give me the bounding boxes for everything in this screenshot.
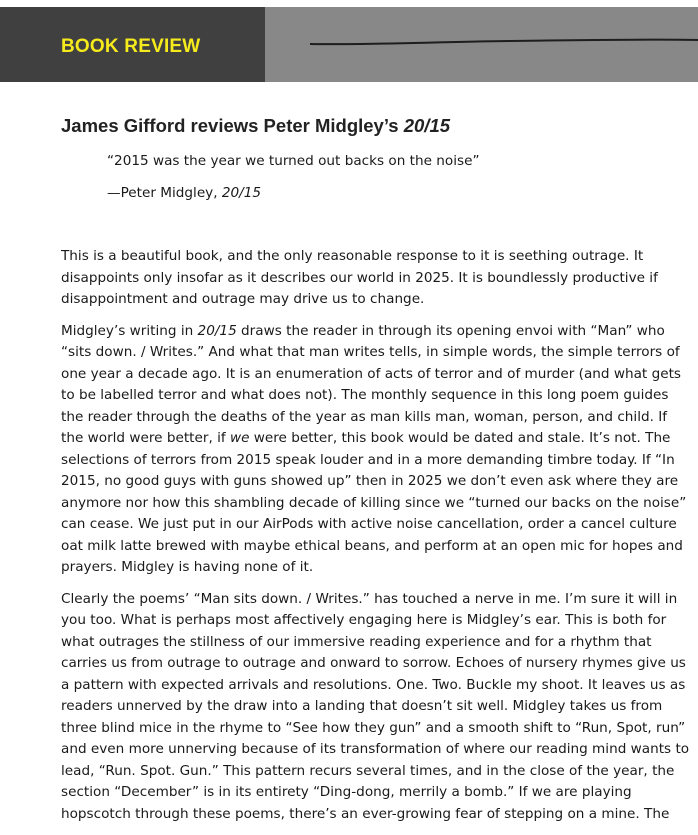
paragraph-line: prayers. Midgley is having none of it. (61, 559, 314, 575)
banner-label-panel (0, 7, 265, 82)
banner (0, 7, 698, 82)
book-title: 20/15 (403, 115, 451, 136)
banner-image-panel (265, 7, 698, 82)
attribution-book-title: 20/15 (221, 185, 262, 201)
paragraph-line: you too. What is perhaps most affectively engaging here is Midgley’s ear. This is both for (61, 612, 667, 628)
paragraph-line: disappoints only insofar as it describes our world in 2025. It is boundlessly productive if (61, 269, 658, 286)
review-body (61, 246, 690, 835)
epigraph-quote: “2015 was the year we turned out backs on the noise” (107, 153, 480, 169)
paragraph-line: disappointment and outrage may drive us to change. (61, 291, 425, 307)
review-heading (61, 114, 450, 138)
attribution-prefix: —Peter Midgley, (107, 185, 222, 201)
brushstroke-line-icon (310, 36, 698, 48)
paragraph-line: one year a decade ago. It is an enumeration of acts of terror and of murder (and what gets (61, 365, 681, 382)
paragraph-line: three blind mice in the rhyme to “See how they gun” and a smooth shift to “Run, Spot, run” (61, 719, 686, 736)
paragraph-line: selections of terrors from 2015 speak louder and in a more demanding timbre today. If “In (61, 451, 675, 468)
paragraph-line: a pattern with expected arrivals and resolutions. One. Two. Buckle my shoot. It leaves us as (61, 676, 686, 693)
paragraph-line: can cease. We just put in our AirPods with active noise cancellation, order a cancel culture (61, 516, 677, 532)
review-paragraph (61, 321, 687, 579)
paragraph-line: to be labelled terror and what does not). The monthly sequence in this long poem guides (61, 387, 669, 403)
paragraph-line: anymore nor how this shambling decade of killing since we “turned our backs on the noise” (61, 494, 687, 511)
paragraph-line: hopscotch through these poems, there’s an ever-growing fear of stepping on a mine. The (61, 805, 670, 822)
paragraph-line: what outrages the stillness of our immersive reading experience and for a rhythm that (61, 633, 652, 650)
paragraph-line: carries us from outrage to outrage and onward to sorrow. Echoes of nursery rhymes give us (61, 655, 686, 671)
paragraph-line: section “December” is in its entirety “Ding-dong, merrily a bomb.” If we are playing (61, 784, 632, 800)
review-paragraph (61, 589, 690, 826)
paragraph-line: 2015, no good guys with guns showed up” then in 2025 we don’t even ask where they are (61, 473, 679, 489)
paragraph-line: Midgley’s writing in 20/15 draws the reader in through its opening envoi with “Man” who (61, 322, 665, 339)
paragraph-line: “sits down. / Writes.” And what that man writes tells, in simple words, the simple terrors of (61, 344, 680, 360)
paragraph-line: readers unnerved by the draw into a landing that doesn’t sit well. Midgley takes us from (61, 698, 663, 714)
paragraph-line: oat milk latte brewed with maybe ethical beans, and perform at an open mic for hopes and (61, 537, 683, 554)
review-paragraph (61, 246, 659, 311)
paragraph-line: lead, “Run. Spot. Gun.” This pattern recurs several times, and in the close of the year, the (61, 762, 675, 779)
paragraph-line: Clearly the poems’ “Man sits down. / Writes.” has touched a nerve in me. I’m sure it will in (61, 590, 678, 607)
review-heading-prefix: James Gifford reviews Peter Midgley’s (61, 115, 404, 136)
paragraph-line: and even more unnerving because of its transformation of where our reading mind wants to (61, 741, 690, 757)
epigraph-attribution (107, 184, 261, 202)
banner-label: BOOK REVIEW (61, 36, 201, 57)
paragraph-line: This is a beautiful book, and the only reasonable response to it is seething outrage. It (61, 248, 644, 264)
paragraph-line: the world were better, if we were better, this book would be dated and stale. It’s not. The (61, 430, 671, 446)
paragraph-line: the reader through the deaths of the year as man kills man, woman, person, and child. If (61, 408, 668, 425)
